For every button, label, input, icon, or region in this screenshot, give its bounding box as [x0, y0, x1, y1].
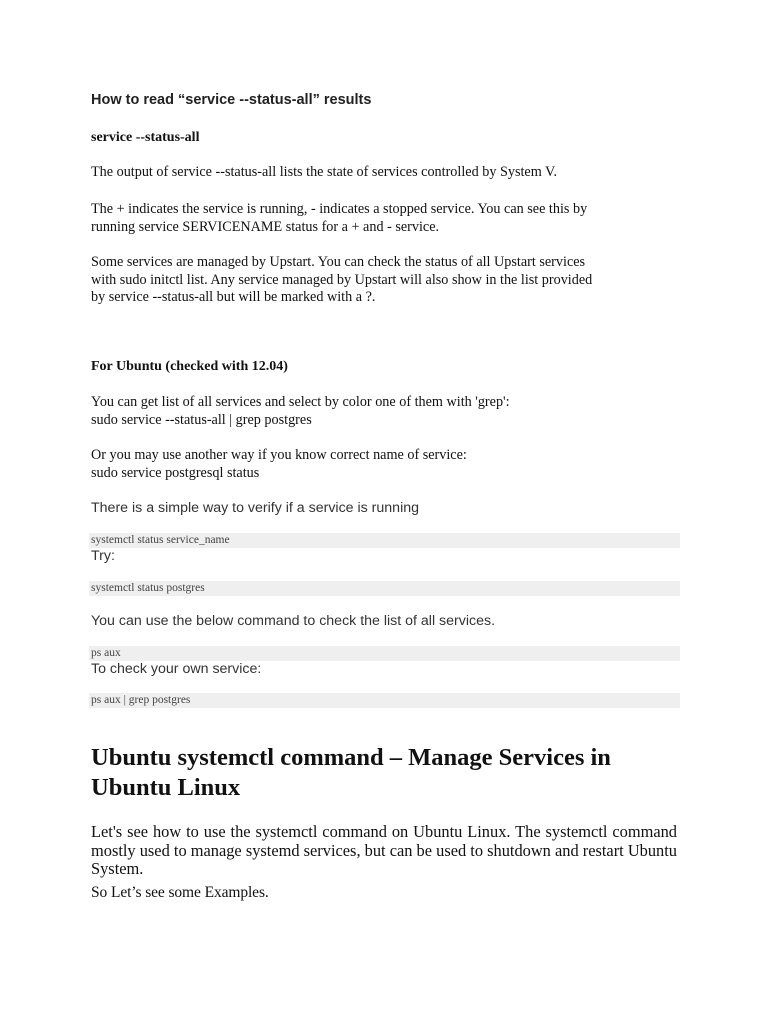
paragraph-indicates	[91, 201, 587, 236]
paragraph-line: by service --status-all but will be marked with a ?.	[91, 289, 376, 305]
code-block: systemctl status postgres	[89, 581, 680, 596]
paragraph-line: running service SERVICENAME status for a + and - service.	[91, 218, 440, 235]
paragraph-line: The + indicates the service is running, - indicates a stopped service. You can see this by	[91, 201, 588, 217]
simple-way-text: There is a simple way to verify if a service is running	[91, 500, 420, 516]
paragraph-line: You can get list of all services and select by color one of them with 'grep':	[91, 394, 510, 410]
code-block: ps aux | grep postgres	[89, 693, 680, 708]
intro-paragraph: Let's see how to use the systemctl command on Ubuntu Linux. The systemctl command mostly used to manage systemd services, but can be used to shutdown and restart Ubuntu System.	[91, 822, 677, 878]
paragraph-line: sudo service postgresql status	[91, 464, 260, 481]
paragraph-line: Some services are managed by Upstart. You can check the status of all Upstart services	[91, 254, 586, 270]
subheading-ubuntu: For Ubuntu (checked with 12.04)	[91, 359, 288, 374]
page-heading: How to read “service --status-all” results	[91, 92, 372, 108]
paragraph-line: with sudo initctl list. Any service managed by Upstart will also show in the list provided	[91, 271, 593, 288]
paragraph-another-way	[91, 447, 467, 482]
code-block: systemctl status service_name	[89, 533, 680, 548]
paragraph-grep	[91, 394, 510, 429]
subheading-status-all: service --status-all	[91, 130, 200, 145]
section-heading: Ubuntu systemctl command – Manage Services in Ubuntu Linux	[91, 744, 611, 801]
examples-line: So Let’s see some Examples.	[91, 884, 269, 901]
below-command-text: You can use the below command to check the list of all services.	[91, 613, 496, 629]
paragraph-output: The output of service --status-all lists the state of services controlled by System V.	[91, 164, 557, 180]
paragraph-line: Or you may use another way if you know correct name of service:	[91, 447, 467, 463]
code-block: ps aux	[89, 646, 680, 661]
try-label: Try:	[91, 548, 115, 564]
paragraph-upstart	[91, 254, 592, 307]
check-own-service-text: To check your own service:	[91, 661, 262, 677]
paragraph-line: sudo service --status-all | grep postgres	[91, 411, 312, 428]
